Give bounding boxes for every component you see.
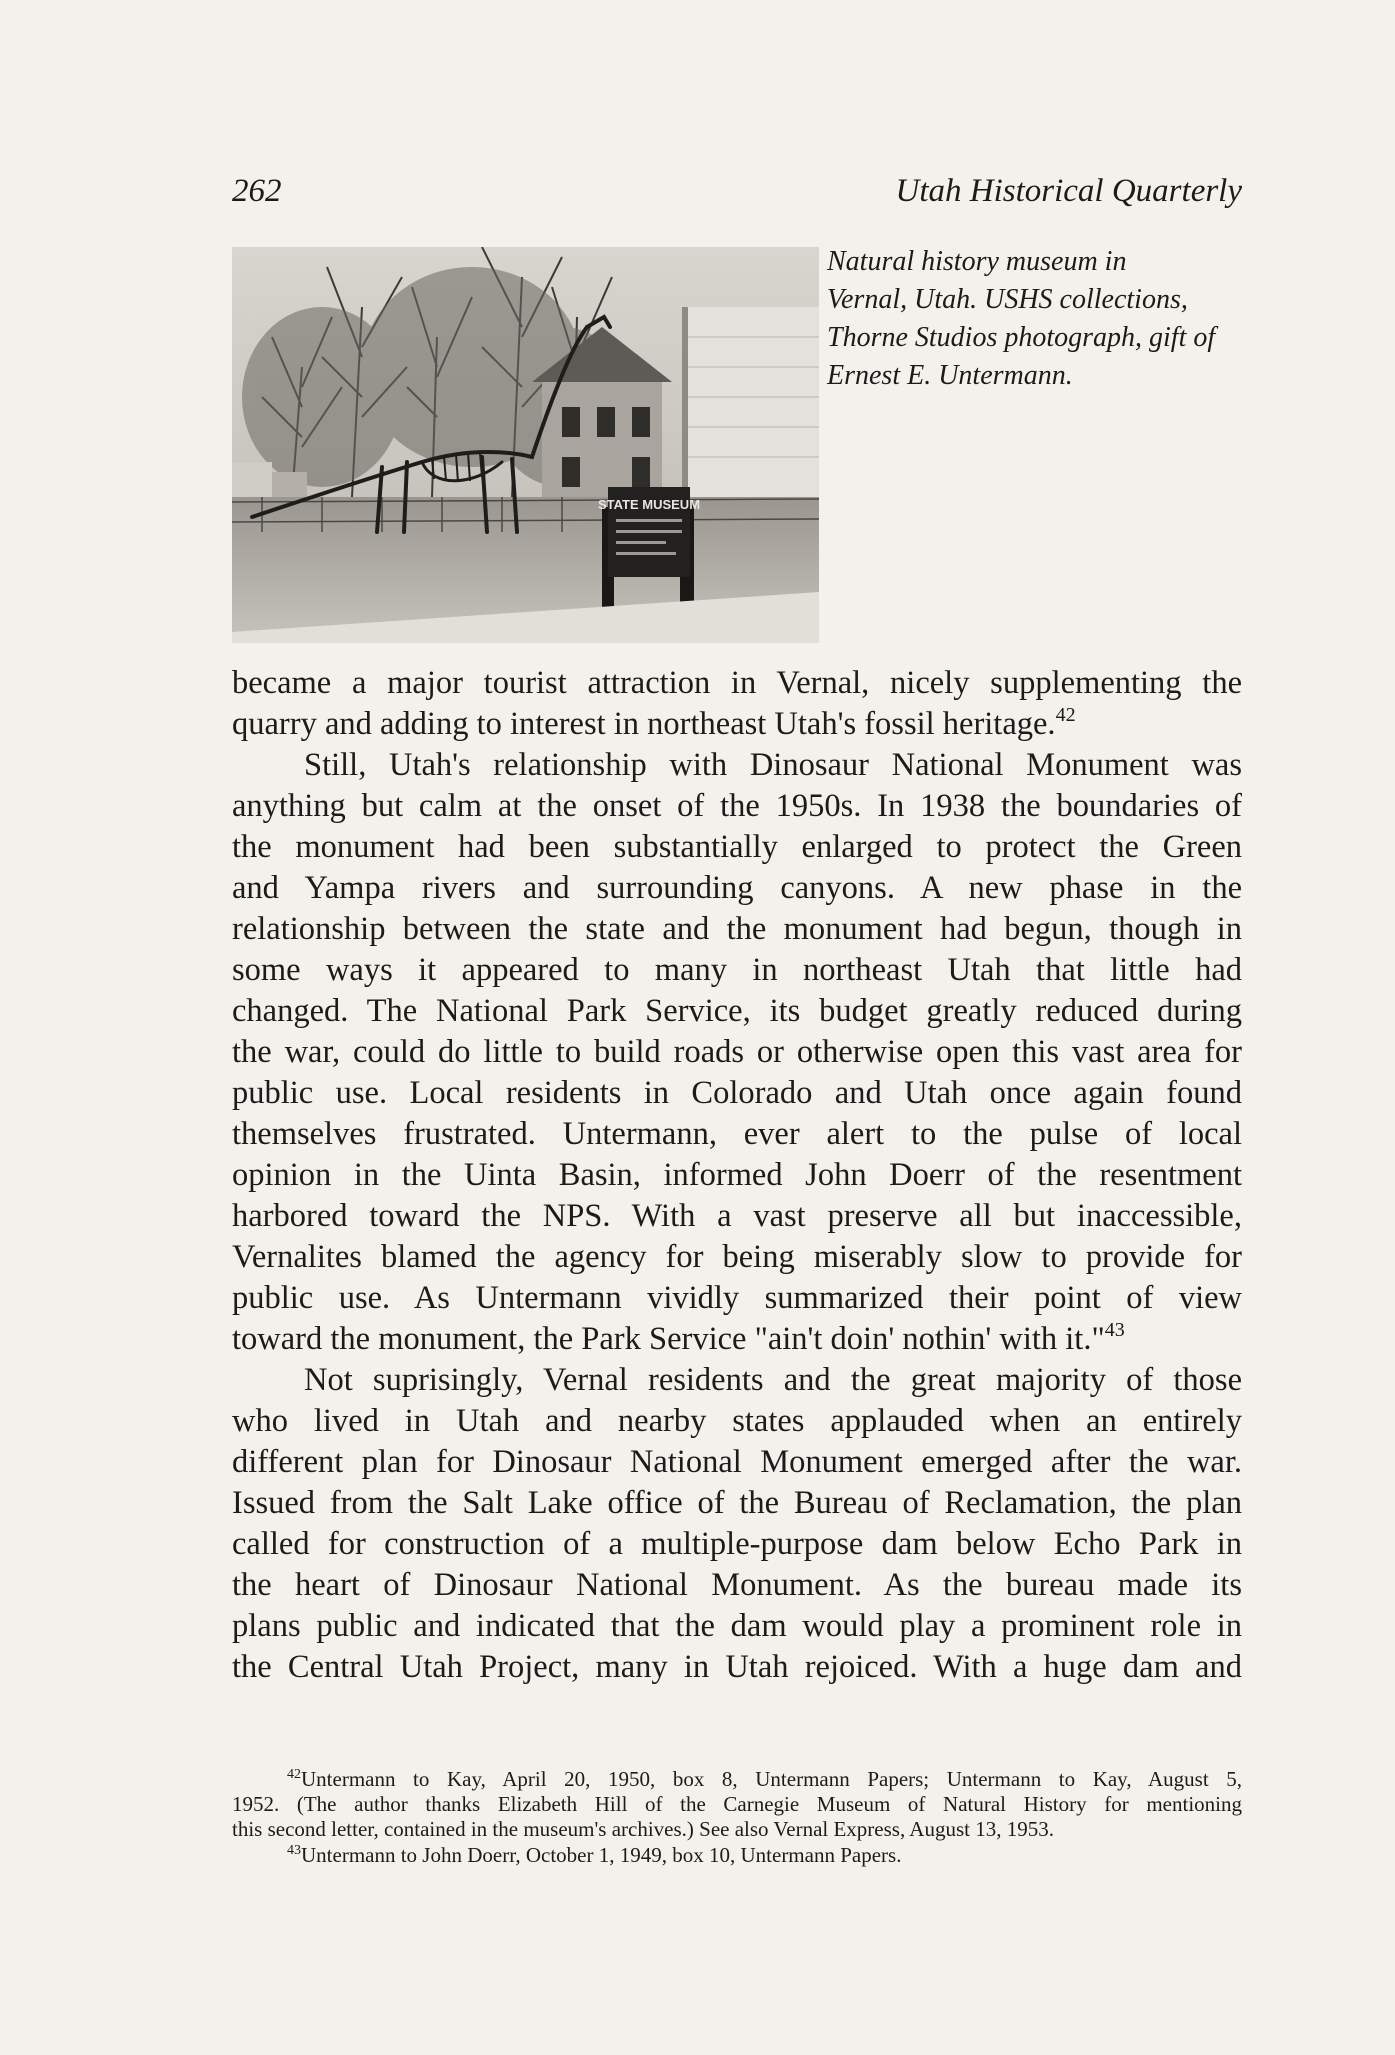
caption-line: Ernest E. Untermann. <box>827 360 1073 391</box>
text-line: the heart of Dinosaur National Monument. As the bureau made its <box>232 1567 1242 1603</box>
text-line: the monument had been substantially enlarged to protect the Green <box>232 829 1242 865</box>
footnote-line: 1952. (The author thanks Elizabeth Hill of the Carnegie Museum of Natural History for mentioning <box>232 1792 1242 1816</box>
journal-title: Utah Historical Quarterly <box>895 173 1242 209</box>
text-line: who lived in Utah and nearby states applauded when an entirely <box>232 1403 1242 1439</box>
text-line: anything but calm at the onset of the 1950s. In 1938 the boundaries of <box>232 788 1242 824</box>
footnote-line: this second letter, contained in the museum's archives.) See also Vernal Express, August 13, 1953. <box>232 1817 1054 1841</box>
text-line: different plan for Dinosaur National Monument emerged after the war. <box>232 1444 1242 1480</box>
footnote-number: 42 <box>287 1767 301 1782</box>
caption-line: Thorne Studios photograph, gift of <box>827 322 1216 353</box>
page-number: 262 <box>232 173 282 209</box>
text-line-content: quarry and adding to interest in northeast Utah's fossil heritage. <box>232 706 1056 742</box>
text-line: relationship between the state and the monument had begun, though in <box>232 911 1242 947</box>
caption-line: Vernal, Utah. USHS collections, <box>827 284 1188 315</box>
museum-photograph <box>232 247 819 643</box>
text-line: the Central Utah Project, many in Utah rejoiced. With a huge dam and <box>232 1649 1242 1685</box>
footnote-line <box>232 1767 1242 1792</box>
text-line: Still, Utah's relationship with Dinosaur National Monument was <box>304 747 1242 783</box>
text-line <box>232 704 1242 745</box>
text-line <box>232 1319 1242 1360</box>
text-line: some ways it appeared to many in northeast Utah that little had <box>232 952 1242 988</box>
text-line: Vernalites blamed the agency for being miserably slow to provide for <box>232 1239 1242 1275</box>
text-line: harbored toward the NPS. With a vast preserve all but inaccessible, <box>232 1198 1242 1234</box>
text-line: public use. As Untermann vividly summarized their point of view <box>232 1280 1242 1316</box>
text-line: public use. Local residents in Colorado and Utah once again found <box>232 1075 1242 1111</box>
text-line: themselves frustrated. Untermann, ever alert to the pulse of local <box>232 1116 1242 1152</box>
footnote-ref: 43 <box>1104 1319 1125 1341</box>
text-line-content: toward the monument, the Park Service "ain't doin' nothin' with it." <box>232 1321 1105 1357</box>
text-line: called for construction of a multiple-purpose dam below Echo Park in <box>232 1526 1242 1562</box>
text-line: changed. The National Park Service, its budget greatly reduced during <box>232 993 1242 1029</box>
text-line: became a major tourist attraction in Vernal, nicely supplementing the <box>232 665 1242 701</box>
museum-building <box>682 307 819 507</box>
running-header <box>232 173 1242 223</box>
footnote-42 <box>232 1767 1242 1842</box>
text-line: Not suprisingly, Vernal residents and the great majority of those <box>304 1362 1242 1398</box>
text-line: Issued from the Salt Lake office of the Bureau of Reclamation, the plan <box>232 1485 1242 1521</box>
shed-left <box>232 462 272 502</box>
caption-line: Natural history museum in <box>827 246 1127 277</box>
text-line: opinion in the Uinta Basin, informed John Doerr of the resentment <box>232 1157 1242 1193</box>
article-body <box>232 663 1242 1688</box>
sign-text: STATE MUSEUM <box>597 497 701 512</box>
photo-caption <box>827 243 1247 395</box>
footnote-43 <box>232 1843 1242 1868</box>
footnote-ref: 42 <box>1055 704 1076 726</box>
text-line: plans public and indicated that the dam would play a prominent role in <box>232 1608 1242 1644</box>
footnote-line <box>232 1843 1242 1868</box>
text-line: the war, could do little to build roads or otherwise open this vast area for <box>232 1034 1242 1070</box>
footnote-line-content: Untermann to Kay, April 20, 1950, box 8, Untermann Papers; Untermann to Kay, August 5, <box>301 1767 1242 1791</box>
footnote-line-content: Untermann to John Doerr, October 1, 1949, box 10, Untermann Papers. <box>301 1843 902 1867</box>
text-line: and Yampa rivers and surrounding canyons. A new phase in the <box>232 870 1242 906</box>
footnote-number: 43 <box>287 1843 301 1858</box>
